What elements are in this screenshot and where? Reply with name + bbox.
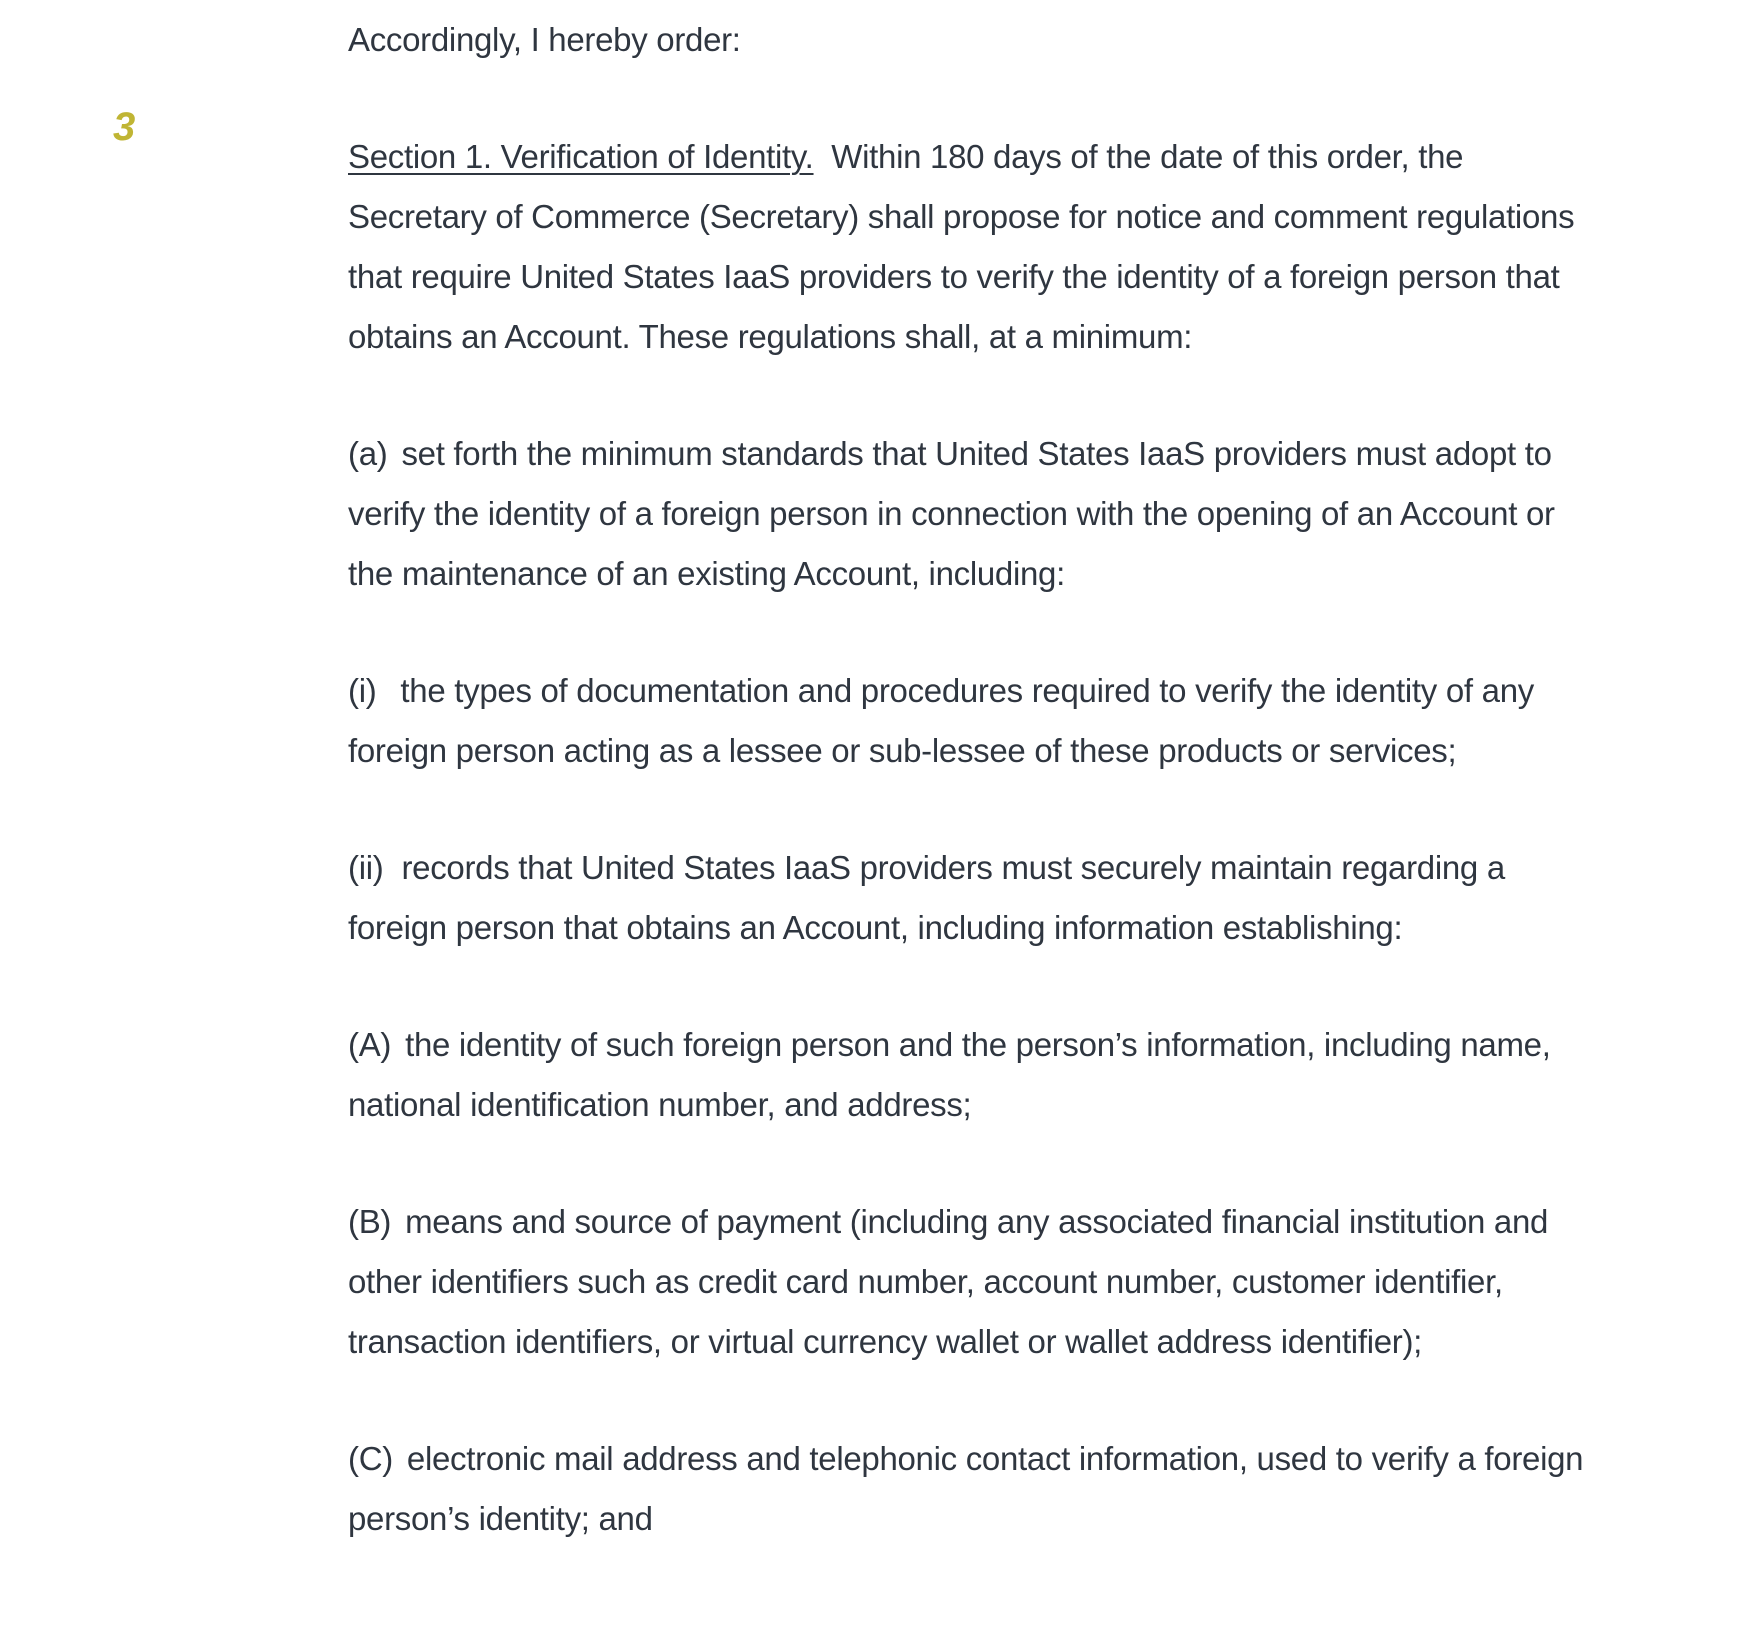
intro-paragraph bbox=[348, 10, 1588, 70]
item-C-marker: (C) bbox=[348, 1440, 393, 1477]
item-a-paragraph bbox=[348, 424, 1588, 604]
item-C-text: electronic mail address and telephonic contact information, used to verify a foreign person’s identity; and bbox=[348, 1440, 1584, 1537]
item-A-text: the identity of such foreign person and the person’s information, including name, national identification number, and address; bbox=[348, 1026, 1551, 1123]
document-content bbox=[348, 10, 1588, 1549]
intro-text: Accordingly, I hereby order: bbox=[348, 21, 741, 58]
item-A-paragraph bbox=[348, 1015, 1588, 1135]
section-1-heading: Section 1. Verification of Identity. bbox=[348, 138, 814, 175]
item-i-paragraph bbox=[348, 661, 1588, 781]
item-B-paragraph bbox=[348, 1192, 1588, 1372]
item-B-text: means and source of payment (including any associated financial institution and other identifiers such as credit card number, account number, customer identifier, transaction identifiers, or virtual currency wallet or wallet address identifier); bbox=[348, 1203, 1549, 1360]
item-i-text: the types of documentation and procedures required to verify the identity of any foreign person acting as a lessee or sub-lessee of these products or services; bbox=[348, 672, 1534, 769]
item-i-marker: (i) bbox=[348, 672, 377, 709]
item-B-marker: (B) bbox=[348, 1203, 392, 1240]
paragraph-gap bbox=[348, 367, 1588, 424]
section-1-paragraph bbox=[348, 127, 1588, 367]
item-A-marker: (A) bbox=[348, 1026, 392, 1063]
paragraph-gap bbox=[348, 958, 1588, 1015]
paragraph-gap bbox=[348, 1372, 1588, 1429]
item-ii-marker: (ii) bbox=[348, 849, 384, 886]
item-ii-paragraph bbox=[348, 838, 1588, 958]
paragraph-gap bbox=[348, 604, 1588, 661]
paragraph-gap bbox=[348, 70, 1588, 127]
item-ii-text: records that United States IaaS providers must securely maintain regarding a foreign person that obtains an Account, including information establishing: bbox=[348, 849, 1505, 946]
page-margin-number: 3 bbox=[113, 105, 136, 149]
paragraph-gap bbox=[348, 781, 1588, 838]
item-a-text: set forth the minimum standards that United States IaaS providers must adopt to verify the identity of a foreign person in connection with the opening of an Account or the maintenance of an existing Account, including: bbox=[348, 435, 1555, 592]
paragraph-gap bbox=[348, 1135, 1588, 1192]
item-C-paragraph bbox=[348, 1429, 1588, 1549]
item-a-marker: (a) bbox=[348, 435, 388, 472]
section-1-body: Within 180 days of the date of this order, the Secretary of Commerce (Secretary) shall propose for notice and comment regulations that require United States IaaS providers to verify the identity of a foreign person that obtains an Account. These regulations shall, at a minimum: bbox=[348, 138, 1575, 355]
